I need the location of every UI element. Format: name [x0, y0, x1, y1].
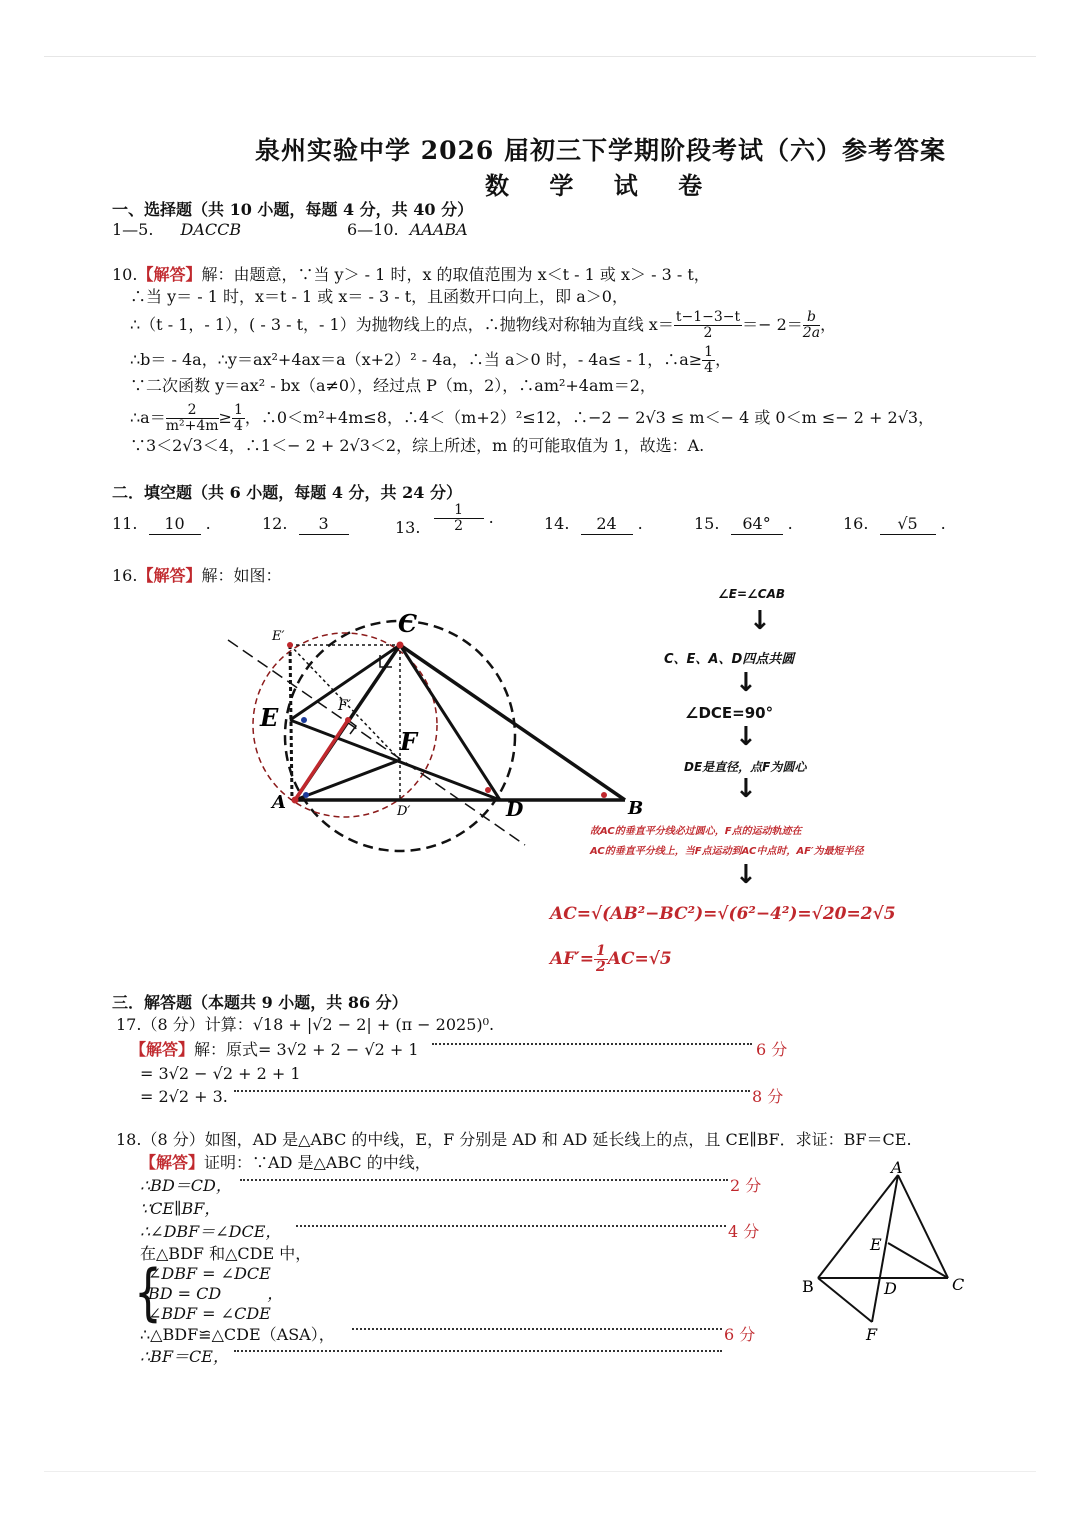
flow-step-5a: 故AC的垂直平分线必过圆心，F点的运动轨迹在 [590, 826, 802, 837]
q10-number: 10. [112, 265, 138, 284]
fraction-denominator: 2a [802, 325, 821, 341]
label-B: B [628, 798, 644, 819]
flow-step-7 [550, 944, 672, 975]
q10-line-6 [130, 403, 934, 434]
q18-score-6: 6 分 [724, 1325, 756, 1344]
fraction-numerator: t−1−3−t [675, 309, 741, 325]
q10-text: ≥ [218, 408, 232, 427]
page-subtitle: 数 学 试 卷 [485, 171, 719, 200]
score-leader [234, 1350, 722, 1352]
fill-answer: 64° [731, 514, 783, 535]
q17-line-1 [130, 1040, 419, 1060]
fill-answer: 10 [149, 514, 201, 535]
fill-end: . [205, 514, 211, 533]
q18-line-1 [140, 1153, 431, 1173]
q16-number: 16. [112, 566, 138, 585]
q18-text: 证明：∵AD 是△ABC 的中线， [204, 1153, 431, 1172]
q18-line-6: ∴△BDF≌△CDE（ASA）， [140, 1325, 335, 1344]
q10-text: ∴（t - 1，- 1），( - 3 - t，- 1）为抛物线上的点，∴抛物线对称轴为直线 x＝ [130, 315, 674, 334]
brace-icon: { [134, 1257, 162, 1329]
fraction-numerator: 1 [233, 402, 243, 418]
page-title: 泉州实验中学 2026 届初三下学期阶段考试（六）参考答案 [255, 136, 946, 165]
score-leader [296, 1225, 726, 1227]
q18-score-2: 2 分 [730, 1176, 762, 1195]
fraction [594, 944, 608, 975]
fill-number: 11. [112, 514, 138, 533]
q16-figure [220, 600, 650, 880]
label-F: F [400, 727, 418, 756]
answer-tag: 【解答】 [137, 566, 202, 585]
section-heading-fill: 二．填空题（共 6 小题，每题 4 分，共 24 分） [112, 483, 462, 502]
label-E: E [260, 703, 279, 732]
q17-score-2: 8 分 [752, 1087, 784, 1106]
flow-text: AC=√5 [607, 949, 672, 969]
q10-line-3 [130, 310, 836, 341]
q10-line-2: ∴当 y＝ - 1 时，x＝t - 1 或 x＝ - 3 - t，且函数开口向上，即 a＞0， [130, 287, 628, 306]
q17-question: 17.（8 分）计算：√18 + |√2 − 2| + (π − 2025)⁰. [116, 1015, 495, 1034]
q18-score-4: 4 分 [728, 1222, 760, 1241]
fill-answer-16 [843, 514, 946, 535]
section-heading-solve: 三．解答题（本题共 9 小题，共 86 分） [112, 993, 408, 1012]
q18-line-4: ∴∠DBF＝∠DCE， [140, 1222, 282, 1241]
fill-answer-14 [544, 514, 643, 535]
down-arrow-icon: ↓ [735, 668, 757, 698]
fill-answer-12 [262, 514, 349, 535]
q16-text: 解：如图： [201, 566, 282, 585]
fill-answer-13 [395, 503, 494, 538]
flow-step-2: C、E、A、D四点共圆 [664, 652, 795, 667]
fraction [232, 403, 245, 434]
fill-number: 15. [694, 514, 720, 533]
q17-line-3: = 2√2 + 3. [140, 1087, 228, 1106]
flow-step-5b: AC的垂直平分线上，当F点运动到AC中点时，AF′为最短半径 [590, 846, 864, 857]
choice-label-6-10: 6—10. [347, 220, 399, 239]
label-E-prime: E′ [272, 629, 285, 644]
q10-text: ， [820, 315, 837, 334]
q10-line-7: ∵3＜2√3＜4，∴1＜− 2 + 2√3＜2，综上所述，m 的可能取值为 1，故选：A. [130, 436, 705, 455]
q17-score-1: 6 分 [756, 1040, 788, 1059]
q10-line-4 [130, 345, 731, 376]
q18-question: 18.（8 分）如图，AD 是△ABC 的中线，E，F 分别是 AD 和 AD 延长线上的点，且 CE∥BF．求证：BF＝CE. [116, 1130, 912, 1149]
flow-step-6: AC=√(AB²−BC²)=√(6²−4²)=√20=2√5 [550, 904, 896, 924]
label-D-prime: D′ [397, 804, 411, 819]
choice-answers-6-10 [347, 220, 468, 240]
fill-number: 13. [395, 518, 421, 537]
q10-text: 解：由题意，∵当 y＞ - 1 时，x 的取值范围为 x＜t - 1 或 x＞ - 3 - t， [201, 265, 710, 284]
fill-number: 14. [544, 514, 570, 533]
label-F-prime: F′ [338, 698, 351, 714]
fraction-denominator: 2 [703, 325, 713, 341]
flow-text: AF′= [550, 949, 594, 969]
fill-answer: √5 [880, 514, 936, 535]
q17-line-2: = 3√2 − √2 + 2 + 1 [140, 1064, 301, 1083]
score-leader [240, 1179, 728, 1181]
fig18-label-E: E [870, 1235, 882, 1254]
fig18-label-B: B [802, 1277, 814, 1296]
fill-end: . [488, 508, 494, 527]
fraction-numerator: b [803, 310, 820, 326]
fraction-numerator: 1 [434, 503, 484, 519]
q10-text: ＝− 2＝ [742, 315, 803, 334]
fraction [702, 345, 715, 376]
score-leader [432, 1043, 752, 1045]
q18-brace-comma: ， [267, 1284, 284, 1303]
flow-step-1: ∠E=∠CAB [718, 587, 786, 601]
q18-line-2: ∴BD＝CD， [140, 1176, 232, 1195]
q18-brace-text: BD = CD [148, 1284, 222, 1303]
fraction-numerator: 1 [596, 943, 606, 959]
fraction-numerator: 2 [166, 403, 219, 419]
choice-answer-6-10: AAABA [409, 220, 468, 239]
q16-heading [112, 566, 281, 586]
q17-text: 解：原式= 3√2 + 2 − √2 + 1 [194, 1040, 419, 1059]
q10-text: ， [715, 350, 732, 369]
choice-answer-1-5: DACCB [180, 220, 242, 239]
fraction [674, 310, 742, 341]
answer-tag: 【解答】 [137, 265, 202, 284]
answer-tag: 【解答】 [130, 1040, 195, 1059]
fill-number: 12. [262, 514, 288, 533]
fill-end: . [637, 514, 643, 533]
fig18-label-A: A [891, 1158, 903, 1177]
fill-answer: 3 [299, 514, 349, 535]
down-arrow-icon: ↓ [735, 722, 757, 752]
fraction-denominator: 4 [704, 360, 714, 376]
down-arrow-icon: ↓ [749, 606, 771, 636]
fill-number: 16. [843, 514, 869, 533]
flow-step-3: ∠DCE=90° [685, 704, 774, 722]
answer-tag: 【解答】 [140, 1153, 205, 1172]
fig18-label-D: D [884, 1279, 897, 1298]
fraction [434, 503, 484, 534]
fig18-label-C: C [952, 1275, 965, 1294]
fig18-label-F: F [866, 1325, 878, 1344]
choice-label-1-5: 1—5. [112, 220, 154, 239]
down-arrow-icon: ↓ [735, 860, 757, 890]
q10-line-1 [112, 265, 710, 285]
flow-step-4: DE是直径，点F为圆心 [684, 760, 807, 774]
fraction-denominator: 2 [454, 518, 463, 534]
label-D: D [506, 797, 524, 821]
down-arrow-icon: ↓ [735, 774, 757, 804]
fraction-denominator: 4 [233, 418, 243, 434]
fill-answer-11 [112, 514, 211, 535]
q18-brace-2 [148, 1284, 283, 1304]
fill-end: . [940, 514, 946, 533]
fraction-numerator: 1 [704, 344, 714, 360]
label-A: A [272, 792, 286, 813]
q10-text: ∴a＝ [130, 408, 166, 427]
fill-end: . [787, 514, 793, 533]
section-heading-choice: 一、选择题（共 10 小题，每题 4 分，共 40 分） [112, 200, 474, 219]
q18-brace-1: ∠DBF = ∠DCE [148, 1264, 271, 1283]
q18-figure [795, 1155, 975, 1345]
q18-line-3: ∵CE∥BF， [140, 1199, 221, 1218]
fill-answer: 24 [581, 514, 633, 535]
fraction [803, 310, 820, 341]
q18-brace-3: ∠BDF = ∠CDE [148, 1304, 271, 1323]
q18-line-5: 在△BDF 和△CDE 中， [140, 1244, 312, 1263]
fraction-denominator: m²+4m [165, 418, 219, 434]
q10-text: ，∴0＜m²+4m≤8，∴4＜（m+2）²≤12，∴−2 − 2√3 ≤ m＜− 4 或 0＜m ≤− 2 + 2√3， [244, 408, 935, 427]
fraction [166, 403, 219, 434]
q10-line-5: ∵二次函数 y＝ax² - bx（a≠0），经过点 P（m，2），∴am²+4am＝2， [130, 376, 656, 395]
fill-answer-15 [694, 514, 793, 535]
label-C: C [398, 609, 418, 638]
fraction-denominator: 2 [596, 959, 606, 975]
q10-text: ∴b＝ - 4a，∴y＝ax²+4ax＝a（x+2）² - 4a，∴当 a＞0 时，- 4a≤ - 1，∴a≥ [130, 350, 703, 369]
score-leader [234, 1090, 750, 1092]
choice-answers-1-5 [112, 220, 241, 240]
score-leader [352, 1328, 722, 1330]
q18-line-7: ∴BF＝CE， [140, 1347, 229, 1366]
